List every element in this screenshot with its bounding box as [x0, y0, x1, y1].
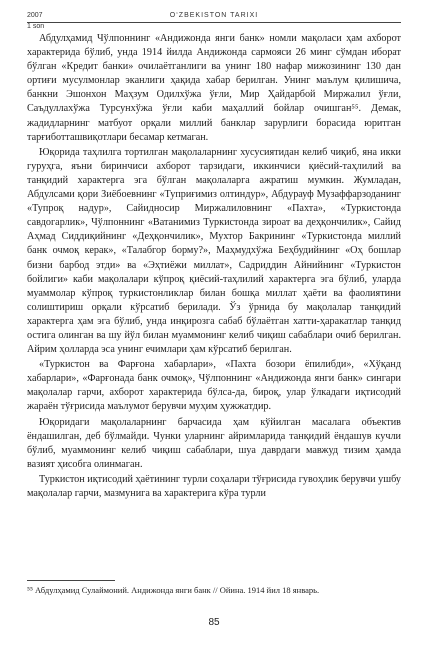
header-journal-title: O‘ZBEKISTON TARIXI [169, 12, 259, 19]
paragraph: Абдулҳамид Чўлпоннинг «Андижонда янги банк» номли мақоласи ҳам ахборот характерида бўлиб, унда 1914 йилда Андижонда сармояси 26 минг сўмдан иборат бўлган «Кредит банки» очилаётганлиги ва унинг 180 нафар мижозининг 130 дан ортиғи мусулмонлар эканлиги ҳақида хабар берилган. Унинг маълум қилишича, банкни Эшонхон Маҳзум Одилхўжа ўғли, Мир Ҳайдарбой Миржалил ўғли, Саъдуллахўжа Турсунхўжа ўғли каби маҳаллий бойлар очишган⁵⁵. Демак, жадидларнинг матбуот орқали миллий банклар зарурлиги борасида юритган тарғиботташвиқотлари бесамар кетмаган. [27, 33, 401, 143]
footnote: ⁵⁵ Абдулҳамид Сулаймоний. Андижонда янги банк // Ойина. 1914 йил 18 январь. [27, 585, 320, 595]
paragraph: Юқорида таҳлилга тортилган мақолаларнинг хусусиятидан келиб чиқиб, яна икки гуруҳга, яъни биринчиси ахборот тарзидаги, иккинчиси қиёсий-таҳлилий ва танқидий характерга эга бўлган мақолаларга ажратиш мумкин. Жумладан, Абдулсами қори Зиёбоевнинг «Туприғимиз олтиндур», Абдурауф Музаффарзоданинг «Тупроқ надур», Сайидносир Миржалиловнинг «Пахта», «Туркистонда савдогарлик», Чўлпоннинг «Ватанимиз Туркистонда зироат ва деҳқончилик», Сайид Аҳмад Сиддиқийнинг «Деҳқончилик», Мухтор Бакрининг «Туркистонда миллий банк очмоқ керак», «Талабгор борму?», Маҳмудхўжа Беҳбудийнинг «Оҳ бошлар бизни барбод этди» ва «Эҳтиёжи миллат», Садриддин Айнийнинг «Туркистон бойлиги» каби мақолалари кўпроқ қиёсий-таҳлилий характерга эга бўлиб, уларда муаммолар кўпроқ туркистонликлар билан бошқа миллат ҳаёти ва фаолиятини солиштириш орқали кўрсатиб берилади. Ўз ўрнида бу мақолалар танқидий характерга ҳам эга бўлиб, унда инқирозга сабаб бўлаётган хатти-ҳаракатлар танқид остига олинган ва шу йўл билан муаммонинг келиб чиқиш сабаблари очиб берилган. Айрим ҳолларда эса унинг ечимлари ҳам кўрсатиб берилган. [27, 146, 401, 356]
header-rule [27, 22, 401, 23]
header-issue: 1 son [27, 23, 45, 30]
article-body [27, 32, 401, 575]
footnote-rule [27, 580, 115, 581]
paragraph: Туркистон иқтисодий ҳаётининг турли соҳалари тўғрисида гувоҳлик берувчи ушбу мақолалар гарчи, мазмунига ва характерига кўра турли [27, 473, 401, 499]
page-number: 85 [208, 617, 220, 628]
paragraph: «Туркистон ва Фарғона хабарлари», «Пахта бозори ёпилибди», «Хўқанд хабарлари», «Фарғонада банк очмоқ», Чўлпоннинг «Андижонда янги банк» сингари мақолалар гарчи, ахборот характерида бўлса-да, бироқ, улар ўлкадаги иқтисодий жараён тўғрисида маълумот берувчи муҳим ҳужжатдир. [27, 359, 401, 413]
header-year: 2007 [27, 12, 43, 19]
paragraph: Юқоридаги мақолаларнинг барчасида ҳам кўйилган масалага объектив ёндашилган, деб бўлмайди. Чунки уларнинг айримларида танқидий ёндашув кучли бўлиб, муаммонинг келиб чиқиш сабаблари, шуа даврдаги мавжуд тизим ҳамда вазият ҳисобга олинмаган. [27, 416, 401, 470]
